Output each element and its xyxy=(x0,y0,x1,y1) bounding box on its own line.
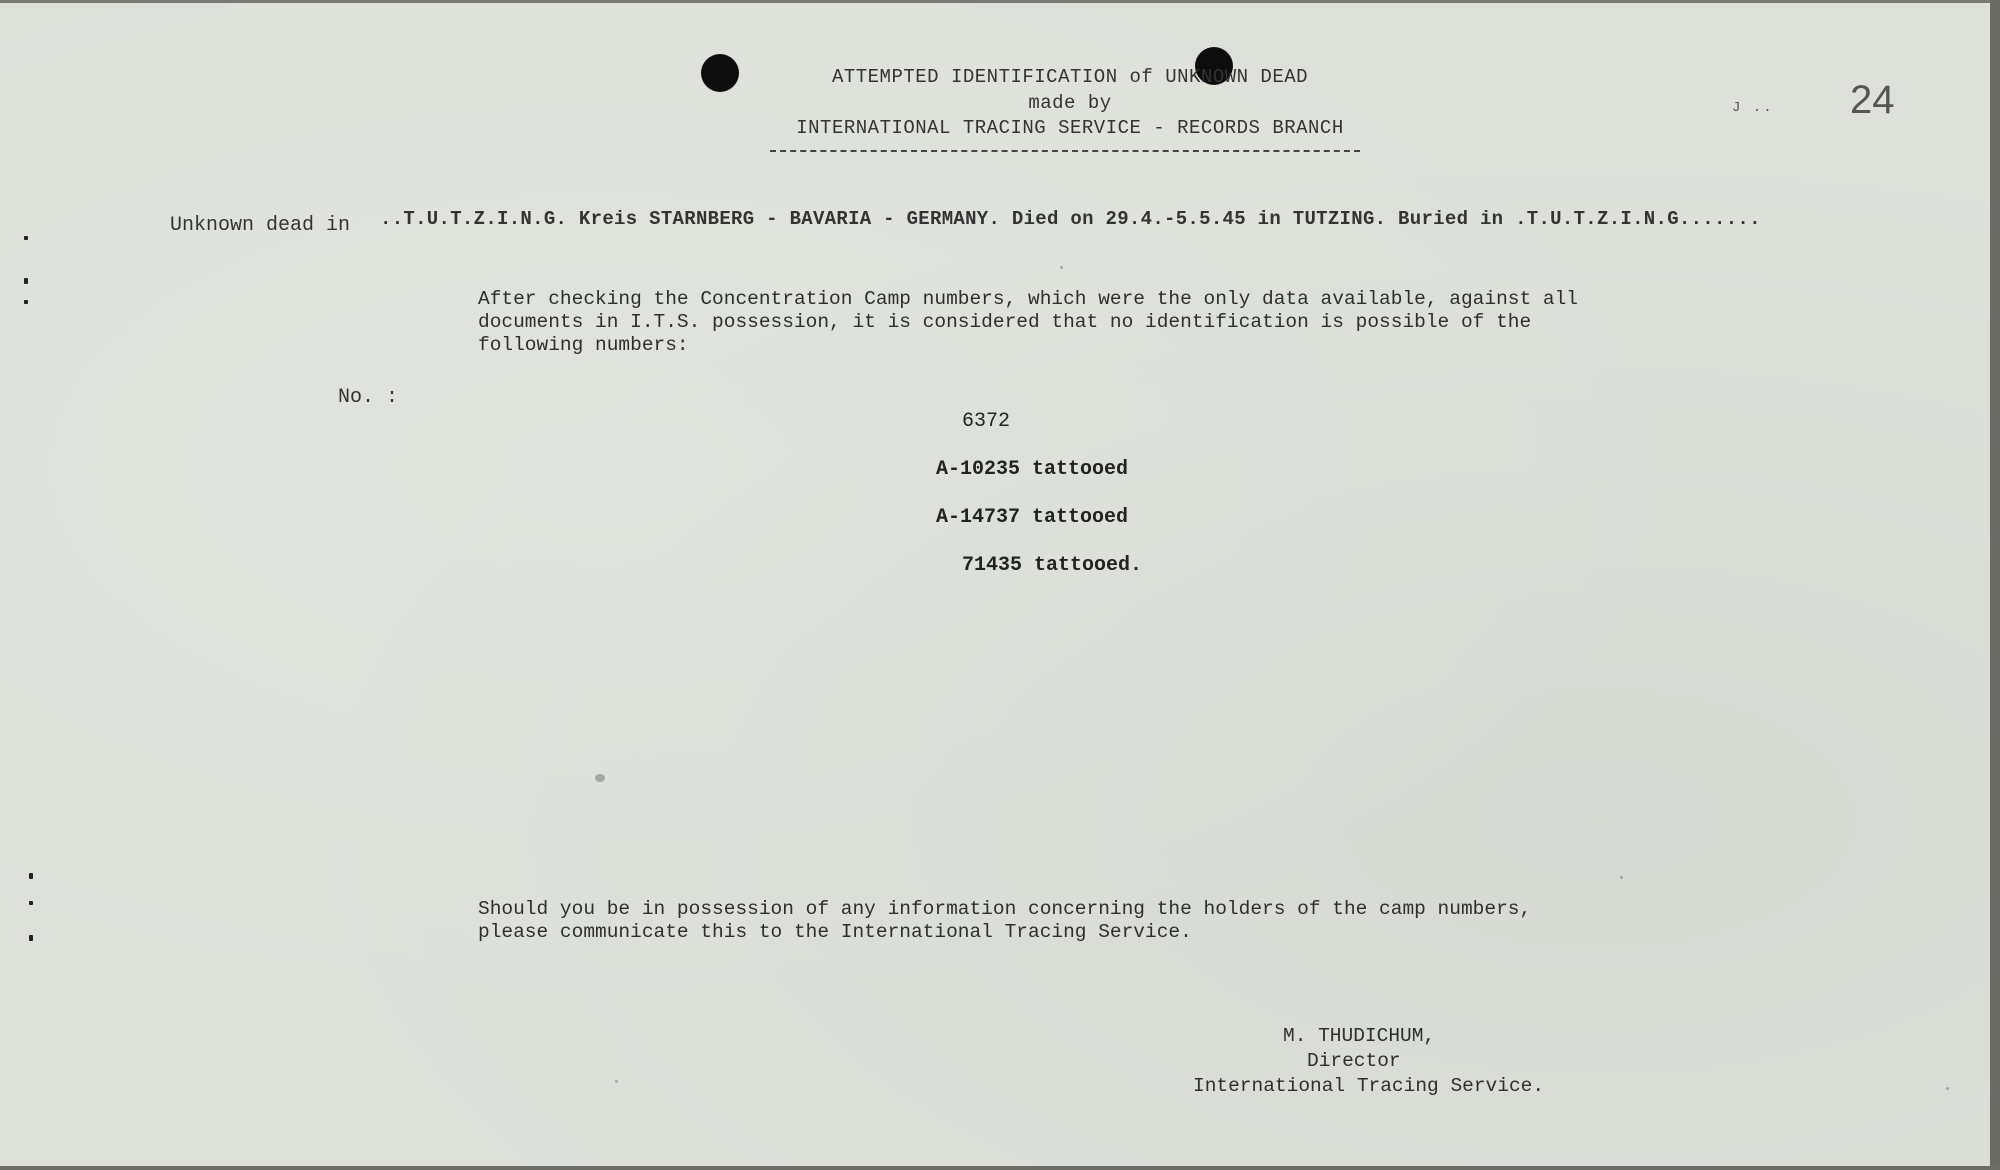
header-organisation: INTERNATIONAL TRACING SERVICE - RECORDS BRANCH xyxy=(796,117,1344,139)
camp-number: A-14737 xyxy=(936,506,1021,529)
unknown-dead-label: Unknown dead in xyxy=(170,214,351,237)
intro-line-1: After checking the Concentration Camp numbers, which were the only data available, against all xyxy=(478,288,1578,310)
signature-title: Director xyxy=(1307,1050,1401,1072)
paper-speck xyxy=(595,774,605,782)
margin-mark xyxy=(29,873,33,879)
camp-number-row xyxy=(936,458,1128,481)
numbers-label: No. : xyxy=(338,386,399,409)
paper-speck xyxy=(1946,1087,1949,1090)
camp-number-row xyxy=(962,554,1142,577)
page-edge-top xyxy=(0,0,2000,3)
signature-name: M. THUDICHUM, xyxy=(1283,1025,1436,1047)
header-title: ATTEMPTED IDENTIFICATION of UNKNOWN DEAD xyxy=(831,66,1309,88)
camp-number-row xyxy=(962,410,1010,433)
page-mark: J .. xyxy=(1732,100,1774,116)
camp-number: 71435 xyxy=(962,554,1023,577)
camp-number-note: tattooed. xyxy=(1034,554,1143,577)
page-number: 24 xyxy=(1850,78,1895,122)
paper-speck xyxy=(1060,266,1063,269)
paper-speck xyxy=(1620,876,1623,879)
camp-number-row xyxy=(936,506,1128,529)
camp-number: A-10235 xyxy=(936,458,1021,481)
intro-line-3: following numbers: xyxy=(478,334,689,356)
margin-mark xyxy=(29,935,33,941)
intro-line-2: documents in I.T.S. possession, it is considered that no identification is possible of the xyxy=(478,311,1532,333)
page-edge-right xyxy=(1990,0,2000,1170)
margin-mark xyxy=(24,278,28,284)
signature-organisation: International Tracing Service. xyxy=(1193,1075,1545,1097)
margin-mark xyxy=(24,236,28,240)
camp-number-note: tattooed xyxy=(1032,506,1129,529)
closing-line-1: Should you be in possession of any information concerning the holders of the camp numbers, xyxy=(478,898,1532,920)
camp-number-note: tattooed xyxy=(1032,458,1129,481)
closing-line-2: please communicate this to the International Tracing Service. xyxy=(478,921,1192,943)
margin-mark xyxy=(24,300,28,304)
margin-mark xyxy=(29,901,33,905)
paper-speck xyxy=(615,1080,618,1083)
header-underline xyxy=(770,150,1360,152)
header-made-by: made by xyxy=(1028,92,1112,114)
camp-number: 6372 xyxy=(962,410,1011,433)
unknown-dead-location: ..T.U.T.Z.I.N.G. Kreis STARNBERG - BAVARIA - GERMANY. Died on 29.4.-5.5.45 in TUTZING. Buried in .T.U.T.Z.I.N.G....... xyxy=(380,208,1761,230)
page-edge-bottom xyxy=(0,1166,2000,1170)
